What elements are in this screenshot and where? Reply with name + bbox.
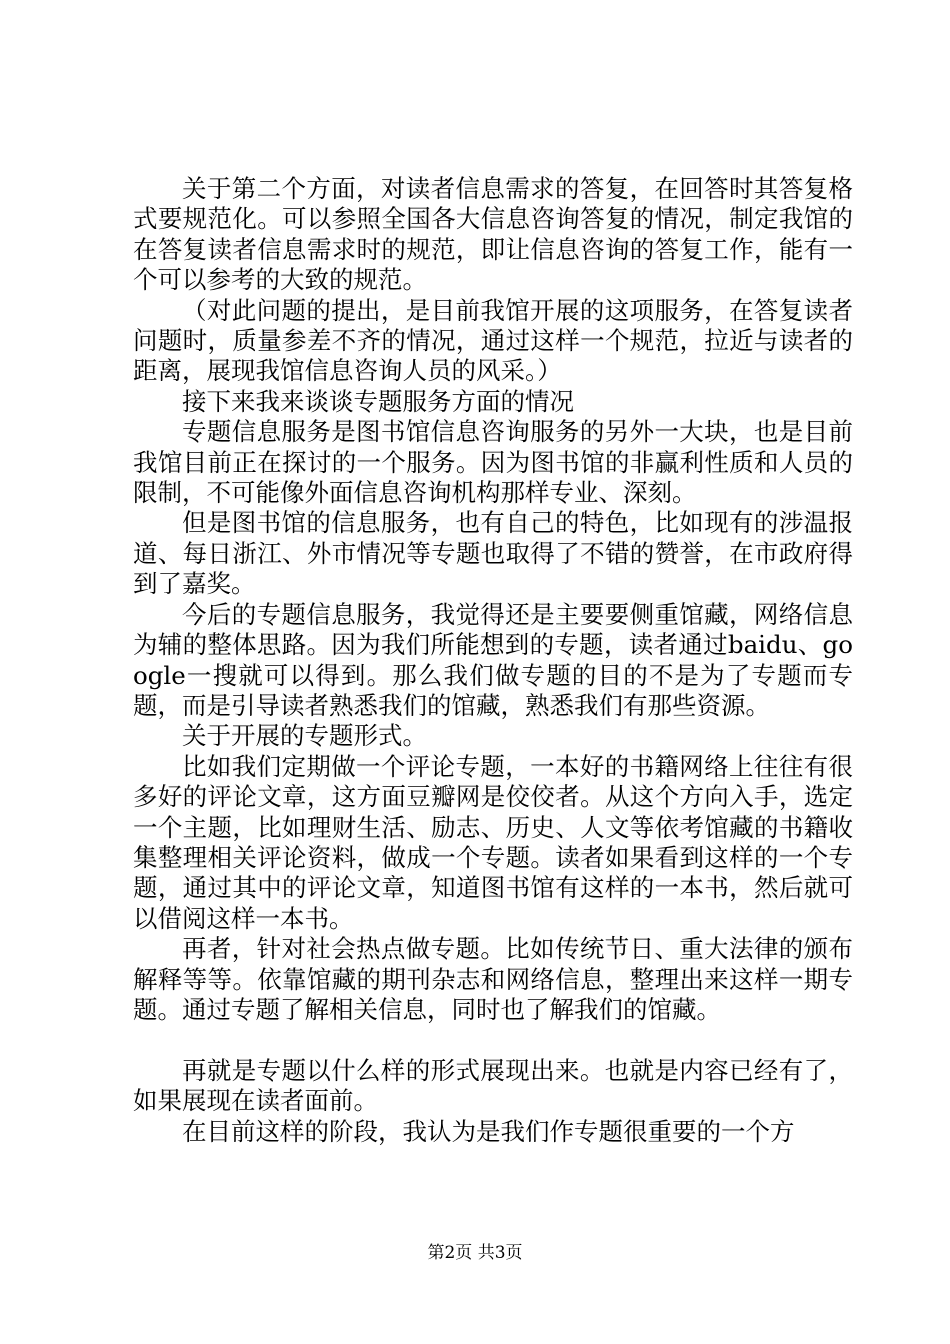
paragraph: 再就是专题以什么样的形式展现出来。也就是内容已经有了，如果展现在读者面前。	[133, 1055, 853, 1116]
document-body	[133, 174, 853, 1147]
paragraph: （对此问题的提出，是目前我馆开展的这项服务，在答复读者问题时，质量参差不齐的情况，通过这样一个规范，拉近与读者的距离，展现我馆信息咨询人员的风采。）	[133, 295, 853, 386]
paragraph: 今后的专题信息服务，我觉得还是主要要侧重馆藏，网络信息为辅的整体思路。因为我们所能想到的专题，读者通过baidu、google一搜就可以得到。那么我们做专题的目的不是为了专题而专题，而是引导读者熟悉我们的馆藏，熟悉我们有那些资源。	[133, 599, 853, 720]
paragraph: 接下来我来谈谈专题服务方面的情况	[182, 386, 574, 416]
paragraph: 比如我们定期做一个评论专题，一本好的书籍网络上往往有很多好的评论文章，这方面豆瓣网是佼佼者。从这个方向入手，选定一个主题，比如理财生活、励志、历史、人文等依考馆藏的书籍收集整理相关评论资料，做成一个专题。读者如果看到这样的一个专题，通过其中的评论文章，知道图书馆有这样的一本书，然后就可以借阅这样一本书。	[133, 751, 853, 933]
page-footer: 第2页 共3页	[427, 1243, 523, 1263]
paragraph: 在目前这样的阶段，我认为是我们作专题很重要的一个方	[182, 1116, 795, 1146]
paragraph: 再者，针对社会热点做专题。比如传统节日、重大法律的颁布解释等等。依靠馆藏的期刊杂志和网络信息，整理出来这样一期专题。通过专题了解相关信息，同时也了解我们的馆藏。	[133, 934, 853, 1024]
paragraph: 但是图书馆的信息服务，也有自己的特色，比如现有的涉温报道、每日浙江、外市情况等专题也取得了不错的赞誉，在市政府得到了嘉奖。	[133, 508, 853, 599]
paragraph: 关于第二个方面，对读者信息需求的答复，在回答时其答复格式要规范化。可以参照全国各大信息咨询答复的情况，制定我馆的在答复读者信息需求时的规范，即让信息咨询的答复工作，能有一个可以参考的大致的规范。	[133, 174, 853, 295]
paragraph: 专题信息服务是图书馆信息咨询服务的另外一大块，也是目前我馆目前正在探讨的一个服务。因为图书馆的非赢利性质和人员的限制，不可能像外面信息咨询机构那样专业、深刻。	[133, 417, 853, 508]
paragraph: 关于开展的专题形式。	[182, 721, 427, 751]
